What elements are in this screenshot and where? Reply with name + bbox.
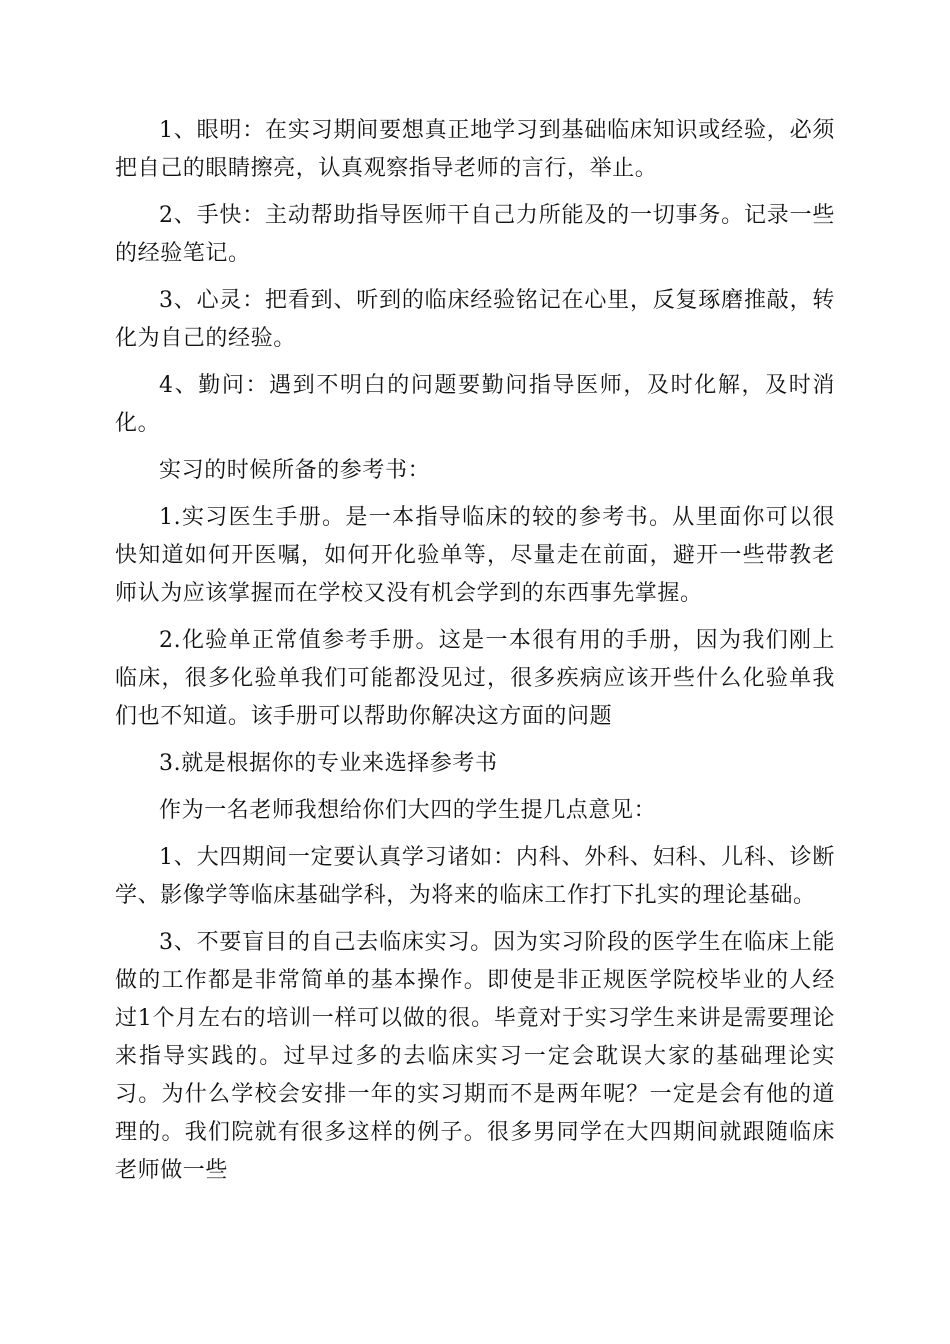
paragraph-advice-heading: 作为一名老师我想给你们大四的学生提几点意见： <box>159 798 657 823</box>
paragraph-hands: 2、手快：主动帮助指导医师干自己力所能及的一切事务。记录一些的经验笔记。 <box>115 203 835 266</box>
paragraph-advice-1: 1、大四期间一定要认真学习诸如：内科、外科、妇科、儿科、诊断学、影像学等临床基础学科，为将来的临床工作打下扎实的理论基础。 <box>115 845 835 908</box>
paragraph-mind: 3、心灵：把看到、听到的临床经验铭记在心里，反复琢磨推敲，转化为自己的经验。 <box>115 288 835 351</box>
paragraph-ask: 4、勤问：遇到不明白的问题要勤问指导医师，及时化解，及时消化。 <box>115 373 835 436</box>
paragraph-reference-3: 3.就是根据你的专业来选择参考书 <box>159 751 498 776</box>
paragraph-eyes: 1、眼明：在实习期间要想真正地学习到基础临床知识或经验，必须把自己的眼睛擦亮，认真观察指导老师的言行，举止。 <box>115 118 835 181</box>
paragraph-reference-heading: 实习的时候所备的参考书： <box>159 458 431 483</box>
document-page <box>115 112 835 1199</box>
paragraph-reference-1: 1.实习医生手册。是一本指导临床的较的参考书。从里面你可以很快知道如何开医嘱，如何开化验单等，尽量走在前面，避开一些带教老师认为应该掌握而在学校又没有机会学到的东西事先掌握。 <box>115 505 835 606</box>
paragraph-advice-3: 3、不要盲目的自己去临床实习。因为实习阶段的医学生在临床上能做的工作都是非常简单的基本操作。即使是非正规医学院校毕业的人经过1个月左右的培训一样可以做的很。毕竟对于实习学生来讲是需要理论来指导实践的。过早过多的去临床实习一定会耽误大家的基础理论实习。为什么学校会安排一年的实习期而不是两年呢？一定是会有他的道理的。我们院就有很多这样的例子。很多男同学在大四期间就跟随临床老师做一些 <box>115 930 835 1183</box>
paragraph-reference-2: 2.化验单正常值参考手册。这是一本很有用的手册，因为我们刚上临床，很多化验单我们可能都没见过，很多疾病应该开些什么化验单我们也不知道。该手册可以帮助你解决这方面的问题 <box>115 628 835 729</box>
